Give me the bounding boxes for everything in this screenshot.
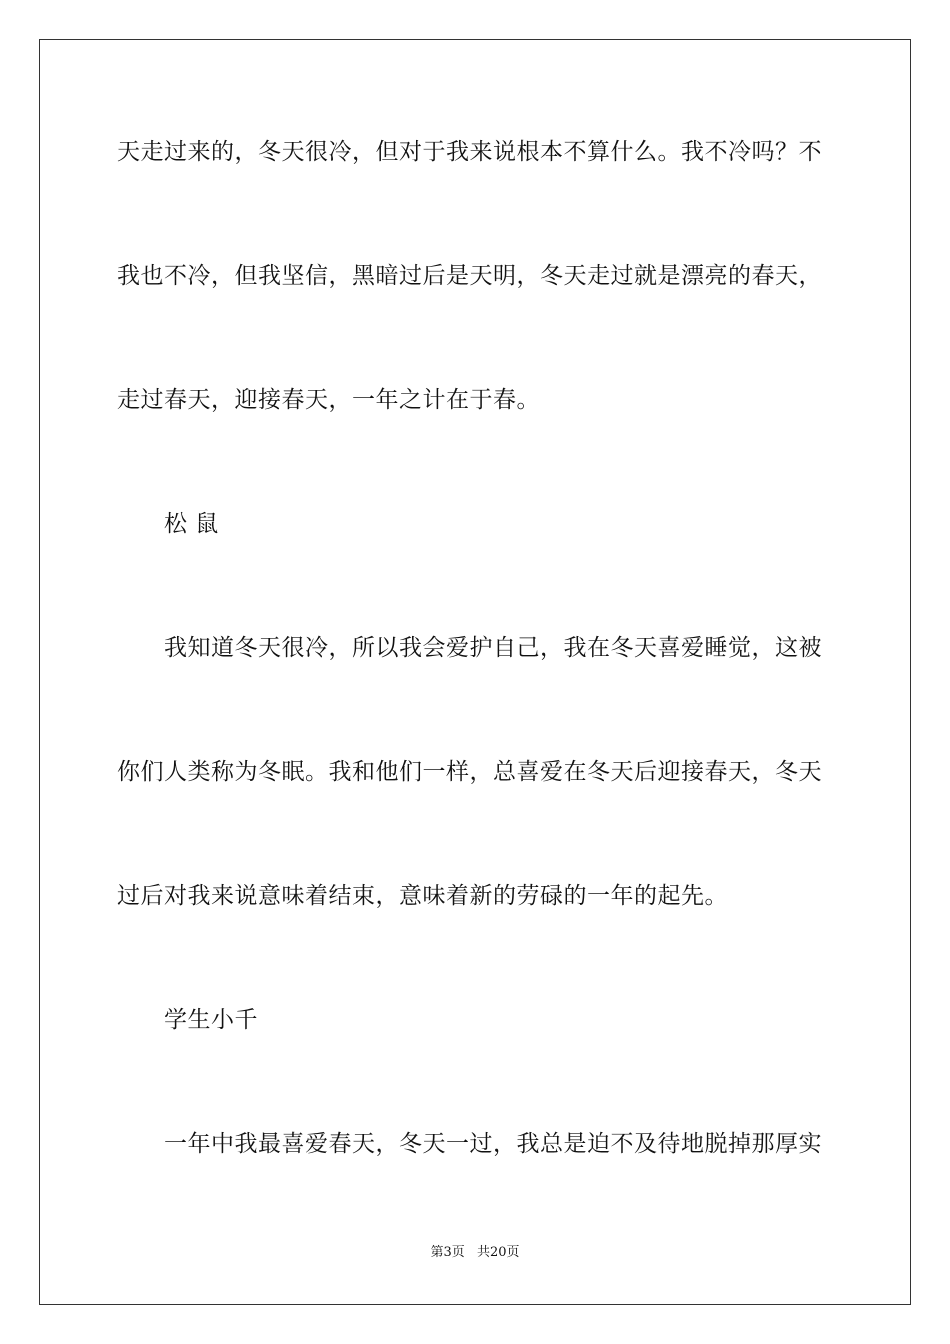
body-line-2: 我也不冷，但我坚信，黑暗过后是天明，冬天走过就是漂亮的春天， (117, 263, 822, 289)
body-line-5: 我知道冬天很冷，所以我会爱护自己，我在冬天喜爱睡觉，这被 (164, 635, 822, 661)
page-number: 第3页 (430, 1245, 465, 1260)
page-total: 共20页 (476, 1245, 520, 1260)
page-footer (0, 1245, 950, 1261)
speaker-heading-student: 学生小千 (164, 1007, 258, 1033)
body-line-9: 一年中我最喜爱春天，冬天一过，我总是迫不及待地脱掉那厚实 (164, 1131, 822, 1157)
body-line-1: 天走过来的，冬天很冷，但对于我来说根本不算什么。我不冷吗？不 (117, 139, 822, 165)
body-line-6: 你们人类称为冬眠。我和他们一样，总喜爱在冬天后迎接春天，冬天 (117, 759, 822, 785)
body-line-7: 过后对我来说意味着结束，意味着新的劳碌的一年的起先。 (117, 883, 728, 909)
speaker-heading-squirrel: 松 鼠 (164, 511, 219, 537)
body-line-3: 走过春天，迎接春天，一年之计在于春。 (117, 387, 540, 413)
page-border (39, 39, 911, 1305)
